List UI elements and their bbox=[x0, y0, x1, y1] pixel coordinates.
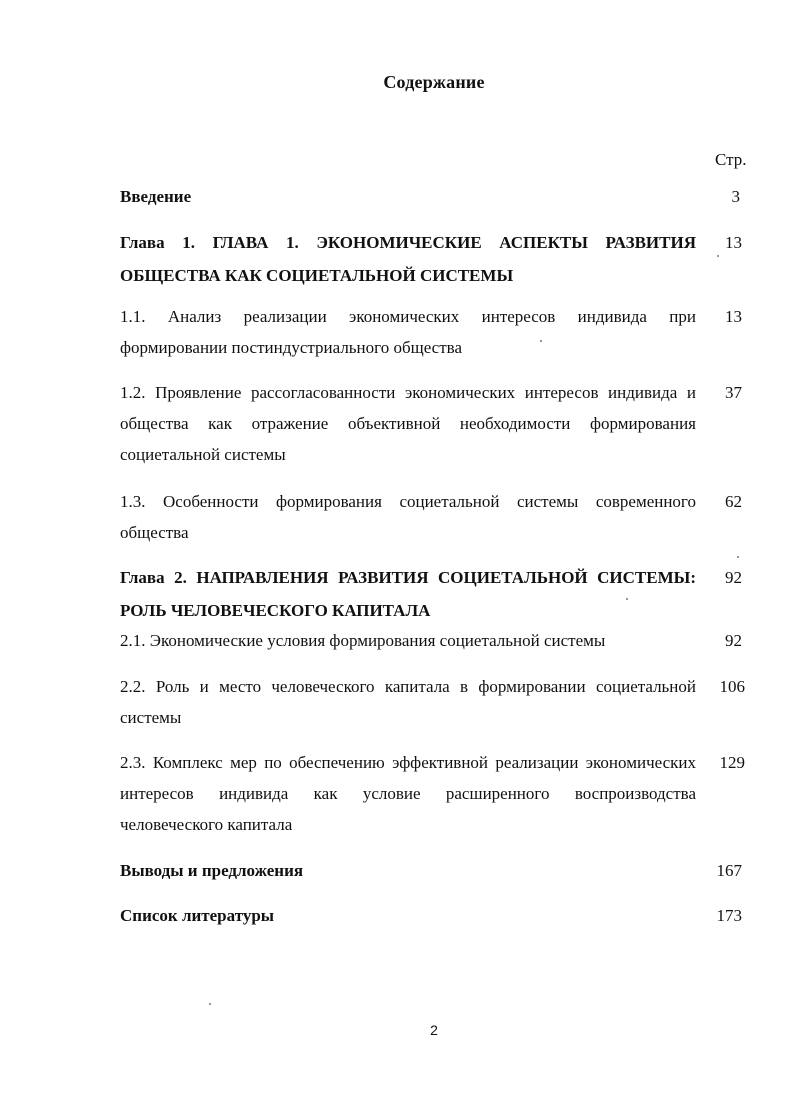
toc-entry-introduction: Введение bbox=[120, 187, 192, 206]
toc-page-section-2-3: 129 bbox=[719, 753, 745, 772]
page-title: Содержание bbox=[383, 72, 485, 92]
toc-page-conclusions: 167 bbox=[716, 861, 742, 880]
toc-page-section-1-1: 13 bbox=[725, 307, 742, 326]
scan-speck bbox=[209, 1003, 211, 1005]
scan-speck bbox=[540, 340, 542, 342]
toc-entry-references: Список литературы bbox=[120, 906, 275, 925]
toc-page-references: 173 bbox=[716, 906, 742, 925]
toc-page-chapter-1: 13 bbox=[725, 233, 742, 252]
toc-page-section-1-3: 62 bbox=[725, 492, 742, 511]
toc-page-introduction: 3 bbox=[731, 187, 740, 206]
toc-page-section-2-2: 106 bbox=[719, 677, 745, 696]
toc-entry-section-2-1: 2.1. Экономические условия формирования социетальной системы bbox=[120, 631, 606, 650]
toc-page-section-1-2: 37 bbox=[725, 383, 742, 402]
toc-entry-conclusions: Выводы и предложения bbox=[120, 861, 304, 880]
toc-entry-chapter-2: Глава 2. НАПРАВЛЕНИЯ РАЗВИТИЯ СОЦИЕТАЛЬНОЙ СИСТЕМЫ: РОЛЬ ЧЕЛОВЕЧЕСКОГО КАПИТАЛА bbox=[120, 568, 696, 620]
scan-speck bbox=[717, 255, 719, 257]
toc-page-section-2-1: 92 bbox=[725, 631, 742, 650]
toc-entry-section-2-3: 2.3. Комплекс мер по обеспечению эффективной реализации экономических интересов индивида как условие расширенного воспроизводства человеческого капитала bbox=[120, 753, 696, 834]
toc-entry-chapter-1: Глава 1. ГЛАВА 1. ЭКОНОМИЧЕСКИЕ АСПЕКТЫ РАЗВИТИЯ ОБЩЕСТВА КАК СОЦИЕТАЛЬНОЙ СИСТЕМЫ bbox=[120, 233, 696, 285]
page-column-header: Стр. bbox=[715, 150, 747, 169]
scan-speck bbox=[737, 556, 739, 558]
page-number: 2 bbox=[430, 1022, 438, 1038]
toc-entry-section-2-2: 2.2. Роль и место человеческого капитала в формировании социетальной системы bbox=[120, 677, 696, 727]
scan-speck bbox=[626, 598, 628, 600]
toc-entry-section-1-1: 1.1. Анализ реализации экономических интересов индивида при формировании постиндустриального общества bbox=[120, 307, 696, 357]
toc-entry-section-1-3: 1.3. Особенности формирования социетальной системы современного общества bbox=[120, 492, 696, 542]
toc-entry-section-1-2: 1.2. Проявление рассогласованности экономических интересов индивида и общества как отражение объективной необходимости формирования социетальной системы bbox=[120, 383, 696, 464]
toc-page-chapter-2: 92 bbox=[725, 568, 742, 587]
